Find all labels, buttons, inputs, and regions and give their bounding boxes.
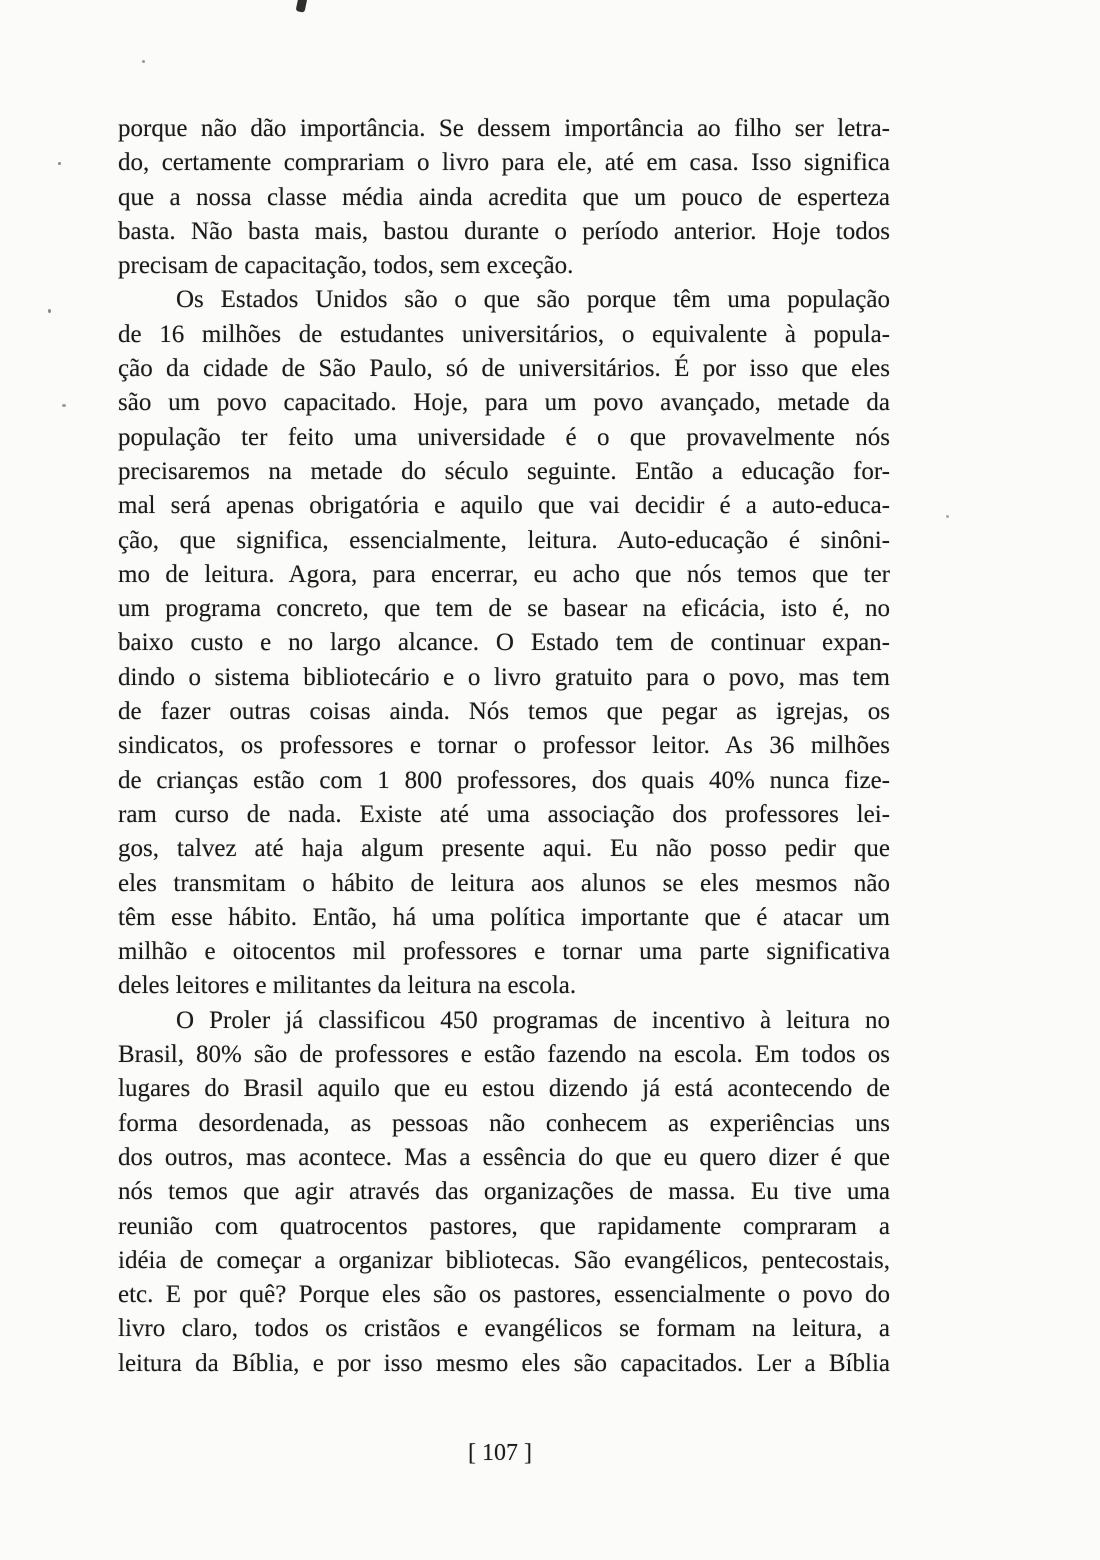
text-line: Os Estados Unidos são o que são porque têm uma população: [176, 286, 890, 314]
scan-speck: [48, 309, 51, 313]
text-line: eles transmitam o hábito de leitura aos alunos se eles mesmos não: [118, 869, 890, 897]
body-text: [118, 112, 890, 1381]
text-line: mal será apenas obrigatória e aquilo que vai decidir é a auto-educa-: [118, 492, 890, 520]
page-number: [ 107 ]: [468, 1440, 532, 1466]
text-line: baixo custo e no largo alcance. O Estado tem de continuar expan-: [118, 629, 890, 657]
text-line: Brasil, 80% são de professores e estão fazendo na escola. Em todos os: [118, 1041, 890, 1069]
text-line: são um povo capacitado. Hoje, para um povo avançado, metade da: [118, 389, 890, 417]
text-line: de 16 milhões de estudantes universitários, o equivalente à popula-: [118, 320, 890, 348]
text-line: de crianças estão com 1 800 professores, dos quais 40% nunca fize-: [118, 766, 890, 794]
text-line: porque não dão importância. Se dessem importância ao filho ser letra-: [118, 115, 890, 142]
text-line: ção da cidade de São Paulo, só de universitários. É por isso que eles: [118, 355, 890, 383]
text-line: livro claro, todos os cristãos e evangélicos se formam na leitura, a: [118, 1315, 890, 1343]
text-line: ção, que significa, essencialmente, leitura. Auto-educação é sinôni-: [118, 526, 890, 554]
text-line: basta. Não basta mais, bastou durante o período anterior. Hoje todos: [118, 217, 890, 245]
text-line: do, certamente comprariam o livro para ele, até em casa. Isso significa: [118, 149, 890, 177]
text-line: dindo o sistema bibliotecário e o livro gratuito para o povo, mas tem: [118, 663, 890, 691]
text-line: nós temos que agir através das organizações de massa. Eu tive uma: [118, 1178, 890, 1206]
scan-speck: [62, 404, 66, 407]
text-line: um programa concreto, que tem de se basear na eficácia, isto é, no: [118, 595, 890, 623]
text-line: leitura da Bíblia, e por isso mesmo eles são capacitados. Ler a Bíblia: [118, 1349, 890, 1377]
text-line: dos outros, mas acontece. Mas a essência do que eu quero dizer é que: [118, 1143, 890, 1171]
text-line: precisaremos na metade do século seguinte. Então a educação for-: [118, 457, 890, 485]
text-line: população ter feito uma universidade é o que provavelmente nós: [118, 423, 890, 451]
text-line: ram curso de nada. Existe até uma associação dos professores lei-: [118, 800, 890, 828]
text-line: precisam de capacitação, todos, sem exceção.: [118, 252, 574, 280]
text-line: idéia de começar a organizar bibliotecas. São evangélicos, pentecostais,: [118, 1246, 890, 1274]
scan-speck: [946, 515, 949, 518]
text-line: têm esse hábito. Então, há uma política importante que é atacar um: [118, 903, 890, 931]
text-line: lugares do Brasil aquilo que eu estou dizendo já está acontecendo de: [118, 1075, 890, 1103]
scan-artifact: [296, 0, 308, 13]
text-line: forma desordenada, as pessoas não conhecem as experiências uns: [118, 1109, 890, 1137]
text-line: gos, talvez até haja algum presente aqui. Eu não posso pedir que: [118, 835, 890, 863]
text-line: milhão e oitocentos mil professores e tornar uma parte significativa: [118, 938, 890, 966]
text-line: etc. E por quê? Porque eles são os pastores, essencialmente o povo do: [118, 1281, 890, 1309]
text-line: mo de leitura. Agora, para encerrar, eu acho que nós temos que ter: [118, 560, 890, 588]
text-line: de fazer outras coisas ainda. Nós temos que pegar as igrejas, os: [118, 698, 890, 726]
scan-speck: [142, 60, 145, 63]
text-line: sindicatos, os professores e tornar o professor leitor. As 36 milhões: [118, 732, 890, 760]
text-line: que a nossa classe média ainda acredita que um pouco de esperteza: [118, 183, 890, 211]
text-line: O Proler já classificou 450 programas de incentivo à leitura no: [176, 1006, 890, 1034]
text-line: deles leitores e militantes da leitura na escola.: [118, 972, 577, 1000]
text-line: reunião com quatrocentos pastores, que rapidamente compraram a: [118, 1212, 890, 1240]
scan-speck: [58, 162, 61, 165]
